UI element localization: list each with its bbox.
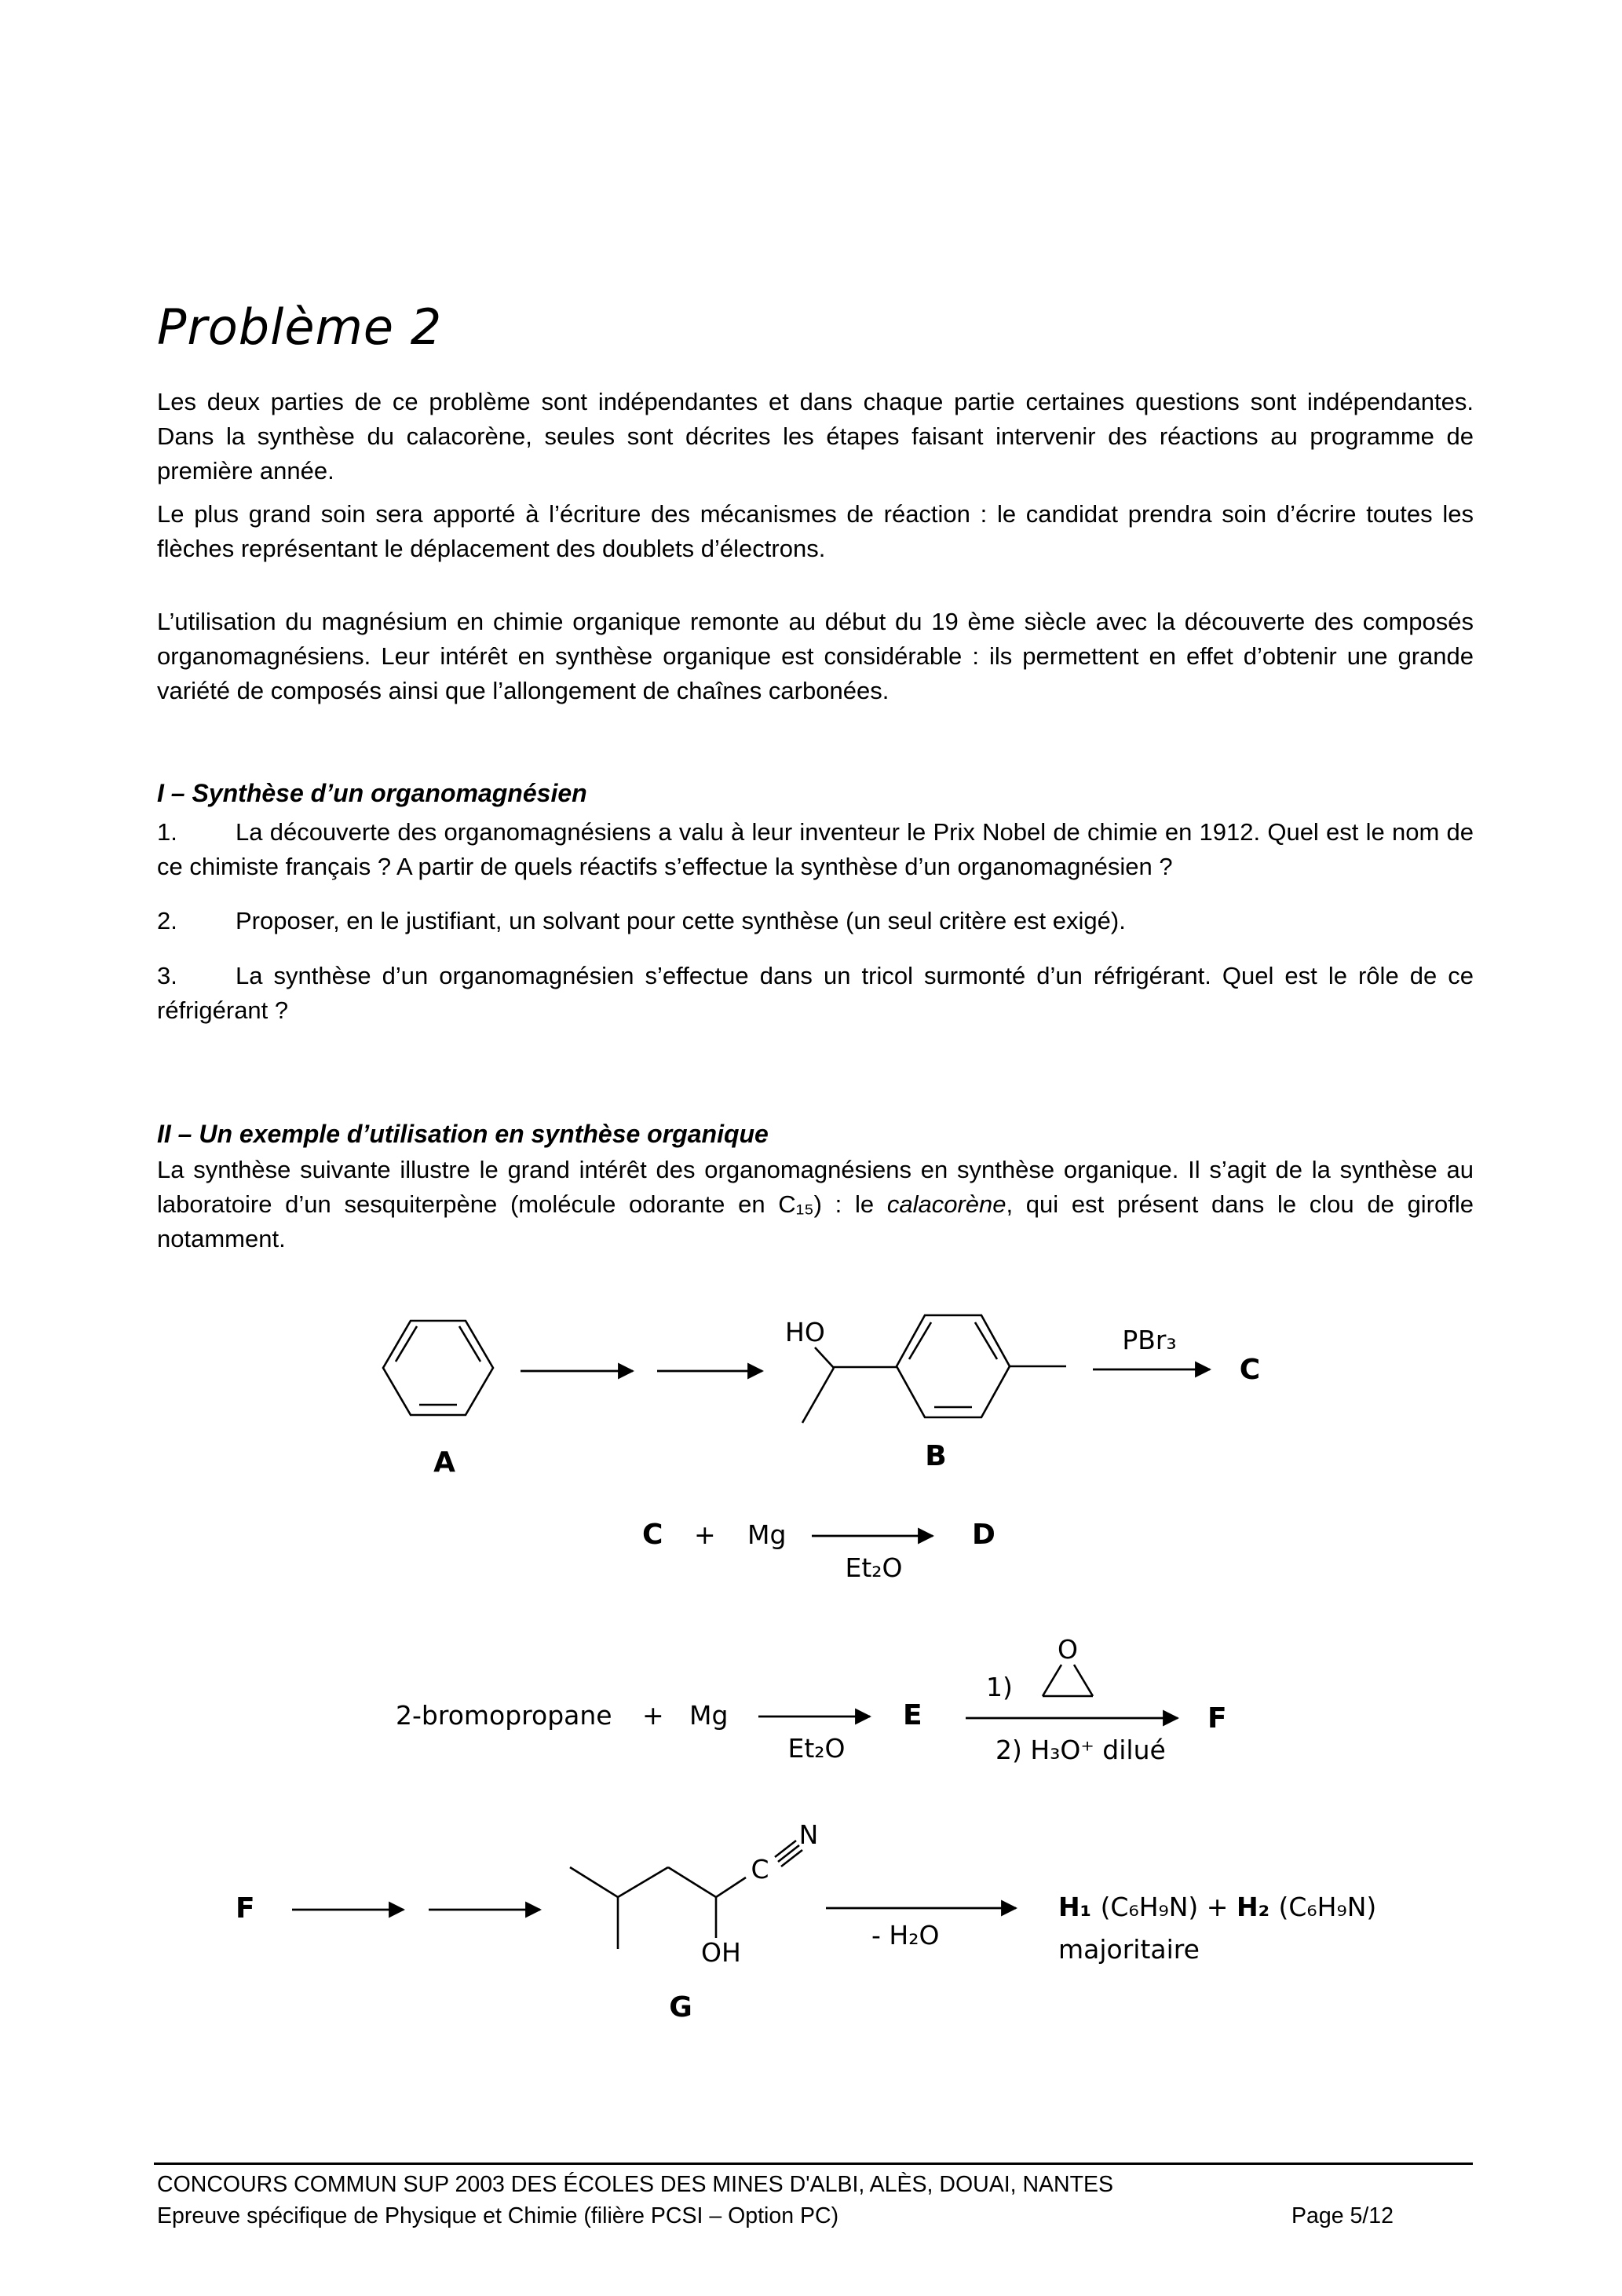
footer-line-1: CONCOURS COMMUN SUP 2003 DES ÉCOLES DES MINES D'ALBI, ALÈS, DOUAI, NANTES <box>157 2172 1114 2197</box>
scheme3-step1-label: 1) <box>986 1672 1013 1702</box>
question-1 <box>157 815 1474 884</box>
question-2-number: 2. <box>157 907 177 934</box>
paragraph-instructions-2: Le plus grand soin sera apporté à l’écriture des mécanismes de réaction : le candidat prendra soin d’écrire toutes les flèches représentant le déplacement des doublets d’électrons. <box>157 500 1474 562</box>
scheme3-reactant: 2-bromopropane <box>396 1700 612 1731</box>
reagent-pbr3-label: PBr₃ <box>1122 1325 1177 1355</box>
hydroxyl-ho-label: HO <box>785 1317 825 1347</box>
label-compound-a: A <box>433 1446 455 1479</box>
question-2-text: Proposer, en le justifiant, un solvant pour cette synthèse (un seul critère est exigé). <box>236 907 1126 934</box>
intro-text-before: La synthèse suivante illustre le grand intérêt des organomagnésiens en synthèse organique. Il s’agit de la synthèse au laboratoire d’un sesquiterpène (molécule odorante en C₁₅) : le <box>157 1156 1474 1218</box>
nitrile-carbon-label: C <box>751 1854 769 1885</box>
product-h1: H₁ <box>1058 1892 1101 1922</box>
nitrile-nitrogen-label: N <box>798 1819 819 1850</box>
paragraph-synthesis-intro <box>157 1153 1474 1256</box>
scheme3-plus: + <box>642 1700 664 1731</box>
footer-exam-label: Epreuve spécifique de Physique et Chimie (filière PCSI – Option PC) <box>157 2203 839 2228</box>
scheme2-solvent-et2o: Et₂O <box>845 1552 903 1583</box>
scheme3-solvent-et2o: Et₂O <box>787 1733 846 1764</box>
question-1-number: 1. <box>157 818 177 846</box>
label-compound-d: D <box>972 1519 995 1551</box>
epoxide-oxygen-label: O <box>1058 1634 1078 1665</box>
product-h2-formula: (C₆H₉N) <box>1278 1892 1377 1922</box>
section-1-heading: I – Synthèse d’un organomagnésien <box>157 779 587 807</box>
question-1-text: La découverte des organomagnésiens a valu à leur inventeur le Prix Nobel de chimie en 1912. Quel est le nom de ce chimiste français ? A partir de quels réactifs s’effectue la synthèse d’un organomagnésien ? <box>157 818 1474 880</box>
scheme3-mg: Mg <box>689 1700 729 1731</box>
products-plus: + <box>1198 1892 1237 1922</box>
label-compound-g: G <box>669 1991 692 2024</box>
question-2 <box>157 904 1474 938</box>
footer-line-2 <box>157 2202 1394 2230</box>
epoxide-structure <box>1043 1634 1093 1696</box>
scheme3-step2-label: 2) H₃O⁺ dilué <box>995 1735 1166 1765</box>
minus-h2o-label: - H₂O <box>871 1920 940 1951</box>
intro-text-after: , qui est présent dans le clou de girofle notamment. <box>157 1190 1474 1252</box>
label-compound-e: E <box>903 1699 922 1731</box>
structure-g <box>570 1819 818 1968</box>
product-h2: H₂ <box>1236 1892 1279 1922</box>
question-3-number: 3. <box>157 962 177 989</box>
page-title: Problème 2 <box>157 298 443 356</box>
section-2-heading: II – Un exemple d’utilisation en synthèse organique <box>157 1120 769 1148</box>
products-h1-h2 <box>1058 1892 1376 1922</box>
product-h1-formula: (C₆H₉N) <box>1100 1892 1199 1922</box>
footer-divider <box>154 2163 1473 2165</box>
question-3 <box>157 959 1474 1028</box>
question-3-text: La synthèse d’un organomagnésien s’effectue dans un tricol surmonté d’un réfrigérant. Quel est le rôle de ce réfrigérant ? <box>157 962 1474 1024</box>
label-compound-f: F <box>1207 1702 1227 1735</box>
scheme2-mg: Mg <box>747 1519 787 1550</box>
majoritaire-label: majoritaire <box>1058 1934 1200 1965</box>
structure-b <box>785 1315 1066 1423</box>
label-compound-c: C <box>1239 1354 1261 1386</box>
paragraph-context: L’utilisation du magnésium en chimie organique remonte au début du 19 ème siècle avec la découverte des composés organomagnésiens. Leur intérêt en synthèse organique est considérable : ils permettent en effet d’obtenir une grande variété de composés ainsi que l’allongement de chaînes carbonées. <box>157 608 1474 704</box>
scheme2-compound-c: C <box>642 1519 663 1551</box>
calacorene-italic: calacorène <box>886 1190 1006 1218</box>
label-compound-b: B <box>925 1440 947 1472</box>
reaction-schemes-figure <box>157 1272 1474 2057</box>
paragraph-instructions-1: Les deux parties de ce problème sont indépendantes et dans chaque partie certaines questions sont indépendantes. Dans la synthèse du calacorène, seules sont décrites les étapes faisant intervenir des réactions au programme de première année. <box>157 388 1474 484</box>
hydroxyl-oh-label: OH <box>701 1937 741 1968</box>
benzene-ring-a <box>383 1321 493 1415</box>
scheme4-compound-f: F <box>236 1892 255 1925</box>
scheme2-plus: + <box>694 1519 716 1550</box>
footer-page-number: Page 5/12 <box>1291 2203 1394 2228</box>
